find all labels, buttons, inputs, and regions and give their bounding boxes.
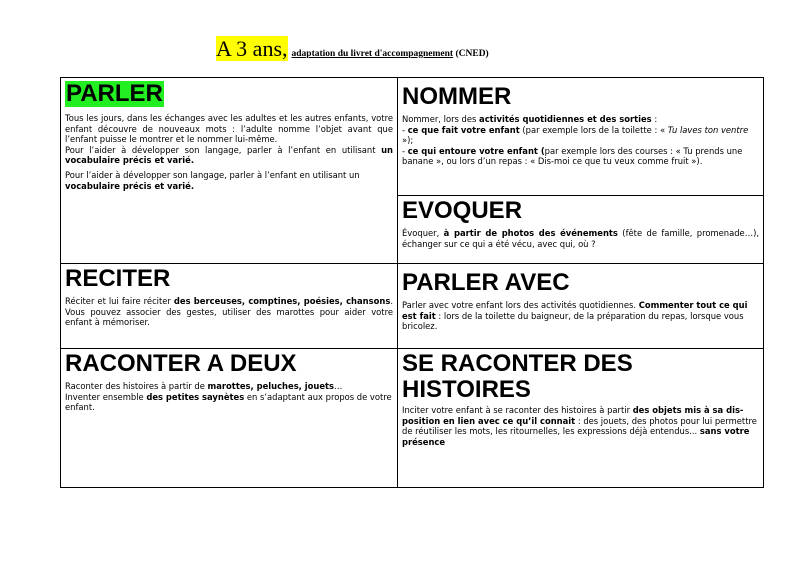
cell-nommer — [398, 78, 764, 196]
heading-nommer: NOMMER — [402, 83, 512, 110]
heading-evoquer: EVOQUER — [402, 197, 523, 224]
parler-avec-text: Parler avec votre enfant lors des activités quotidiennes. Commenter tout ce qui est fait : lors de la toilette du baigneur, de la préparation du repas, lorsque vous bricolez. — [402, 300, 748, 332]
heading-se-raconter: SE RACONTER DES HISTOIRES — [402, 350, 633, 403]
cell-se-raconter — [398, 349, 764, 488]
heading-parler: PARLER — [66, 80, 163, 107]
cell-parler — [61, 78, 398, 264]
activities-table — [60, 77, 764, 488]
nommer-line-2: - ce que fait votre enfant (par exemple lors de la toilette : « Tu laves ton ventre »); — [402, 124, 749, 146]
heading-raconter-a-deux: RACONTER A DEUX — [65, 350, 297, 377]
parler-paragraph-2: Pour l’aider à développer son langage, parler à l’enfant en utilisant un vocabulaire précis et varié. — [65, 169, 360, 191]
heading-reciter: RECITER — [65, 265, 171, 292]
reciter-text: Réciter et lui faire réciter des berceuses, comptines, poésies, chansons. Vous pouvez associer des gestes, utiliser des marottes pour aider votre enfant à mémoriser. — [65, 296, 393, 328]
heading-parler-avec: PARLER AVEC — [402, 269, 570, 296]
title-subtitle: adaptation du livret d'accompagnement (CNED) — [291, 49, 489, 59]
nommer-line-3: - ce qui entoure votre enfant (par exemple lors des courses : « Tu prends une banane », ou lors d’un repas : « Dis-moi ce que tu veux comme fruit »). — [402, 145, 743, 167]
cell-parler-avec — [398, 264, 764, 349]
parler-paragraph-1: Tous les jours, dans les échanges avec les adultes et les autres enfants, votre enfant découvre de nouveaux mots : l’adulte nomme l’objet avant que l’enfant puisse le montrer et le nommer lui-même. Pour l’aider à développer son langage, parler à l’enfant en utilisant un vocabulaire précis et varié. — [65, 113, 393, 166]
nommer-line-1: Nommer, lors des activités quotidiennes et des sorties : — [402, 114, 658, 124]
cell-reciter — [61, 264, 398, 349]
title-main: A 3 ans, — [216, 36, 288, 61]
raconter-a-deux-line-2: Inventer ensemble des petites saynètes en s’adaptant aux propos de votre enfant. — [65, 391, 392, 413]
raconter-a-deux-line-1: Raconter des histoires à partir de marottes, peluches, jouets… — [65, 381, 343, 391]
evoquer-text: Évoquer, à partir de photos des événements (fête de famille, promenade…), échanger sur ce qui a été vécu, avec qui, où ? — [402, 228, 760, 249]
page-title — [216, 36, 489, 62]
se-raconter-text: Inciter votre enfant à se raconter des histoires à partir des objets mis à sa dis-position en lien avec ce qu’il connait : des jouets, des photos pour lui permettre de réutiliser les mots, les ritournelles, les expressions déjà entendus... sans votre présence — [402, 405, 757, 447]
cell-evoquer — [398, 196, 764, 264]
cell-raconter-a-deux — [61, 349, 398, 488]
